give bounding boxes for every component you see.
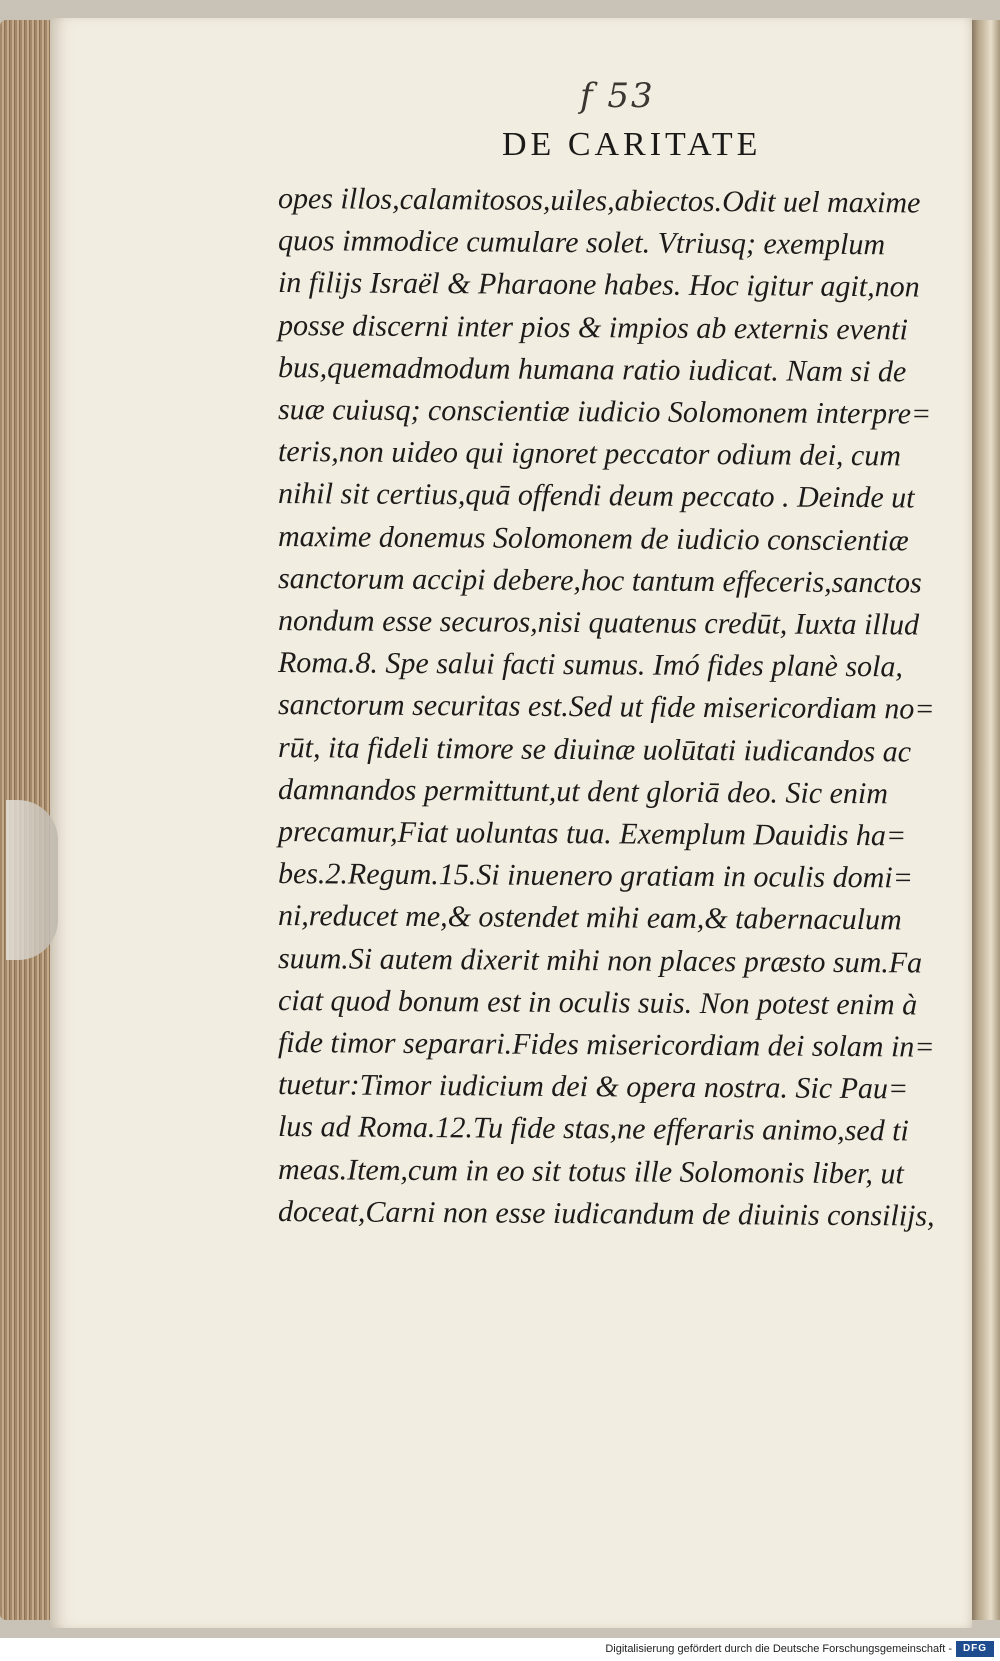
text-line: Roma.8. Spe salui facti sumus. Imó fides planè sola, [277,646,904,684]
book-page [50,18,972,1628]
text-line: fide timor separari.Fides misericordiam dei solam in= [277,1026,935,1064]
folio-number: f 53 [580,76,655,116]
funding-credit: Digitalisierung gefördert durch die Deutsche Forschungsgemeinschaft - [605,1643,952,1655]
text-line: bes.2.Regum.15.Si inuenero gratiam in oculis domi= [277,857,914,895]
text-line: ciat quod bonum est in oculis suis. Non potest enim à [277,983,918,1022]
text-line: precamur,Fiat uoluntas tua. Exemplum Dauidis ha= [277,815,907,853]
text-line: posse discerni inter pios & impios ab externis eventi [277,308,909,347]
text-line: sanctorum accipi debere,hoc tantum effeceris,sanctos [277,561,922,600]
text-line: maxime donemus Solomonem de iudicio conscientiæ [277,519,909,558]
text-line: quos immodice cumulare solet. Vtriusq; exemplum [277,224,886,262]
text-line: teris,non uideo qui ignoret peccator odium dei, cum [277,435,902,473]
text-line: lus ad Roma.12.Tu fide stas,ne efferaris animo,sed ti [277,1110,909,1148]
text-line: in filijs Israël & Pharaone habes. Hoc igitur agit,non [277,266,920,304]
text-line: suæ cuiusq; conscientiæ iudicio Solomonem interpre= [277,393,932,431]
text-line: nihil sit certius,quā offendi deum peccato . Deinde ut [277,477,915,515]
digitization-footer [0,1638,1000,1661]
text-line: nondum esse securos,nisi quatenus credūt, Iuxta illud [277,604,920,642]
text-line: suum.Si autem dixerit mihi non places præsto sum.Fa [277,941,923,980]
text-line: rūt, ita fideli timore se diuinæ uolūtati iudicandos ac [277,730,912,769]
text-line: opes illos,calamitosos,uiles,abiectos.Odit uel maxime [277,182,921,220]
text-block [278,178,998,1233]
dfg-logo-icon: DFG [956,1641,994,1657]
text-line: doceat,Carni non esse iudicandum de diuinis consilijs, [277,1194,935,1233]
text-line: tuetur:Timor iudicium dei & opera nostra. Sic Pau= [277,1068,909,1106]
running-head: DE CARITATE [502,126,762,163]
text-line: meas.Item,cum in eo sit totus ille Solomonis liber, ut [277,1152,904,1191]
page-clip [6,800,58,960]
text-line: sanctorum securitas est.Sed ut fide misericordiam no= [277,688,935,727]
text-line: damnandos permittunt,ut dent gloriā deo. Sic enim [277,772,889,811]
text-line: bus,quemadmodum humana ratio iudicat. Nam si de [277,350,907,389]
text-line: ni,reducet me,& ostendet mihi eam,& tabernaculum [277,899,902,937]
